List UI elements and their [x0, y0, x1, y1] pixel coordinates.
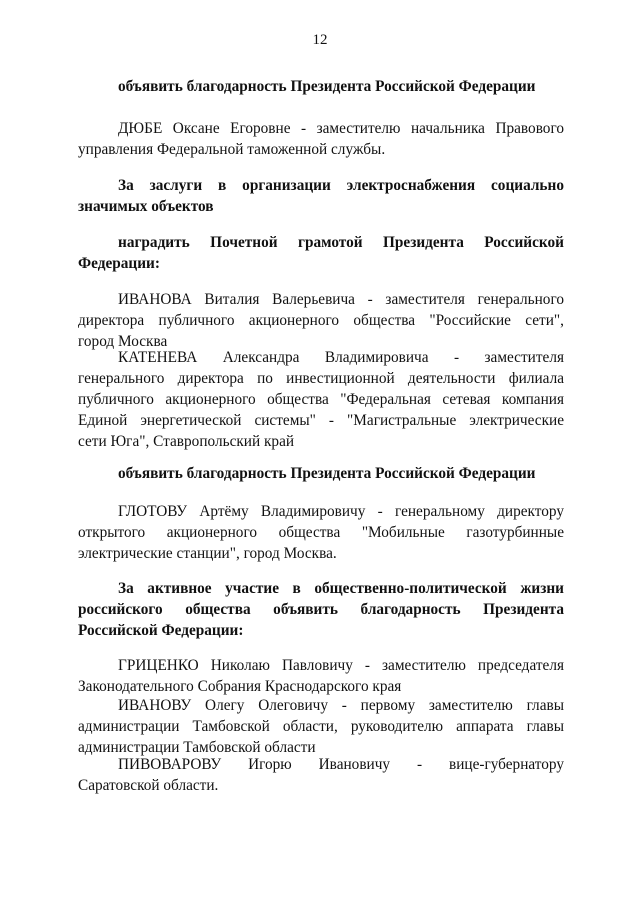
paragraph-katenev	[78, 347, 564, 452]
heading-line: российского общества объявить благодарность Президента	[78, 601, 564, 618]
paragraph-line: генерального директора по инвестиционной деятельности филиала	[78, 370, 564, 387]
paragraph-line: управления Федеральной таможенной службы.	[78, 141, 386, 158]
paragraph-line: директора публичного акционерного общества "Российские сети",	[78, 312, 564, 329]
heading-power-supply	[78, 175, 564, 217]
heading-active-participation	[78, 578, 564, 641]
paragraph-line: администрации Тамбовской области, руководителю аппарата главы	[78, 718, 564, 735]
paragraph-line: ГЛОТОВУ Артёму Владимировичу - генеральному директору	[118, 503, 564, 520]
paragraph-line: город Москва	[78, 333, 168, 350]
heading-line: Российской Федерации:	[78, 622, 244, 639]
paragraph-line: ИВАНОВУ Олегу Олеговичу - первому заместителю главы	[118, 697, 564, 714]
heading-line: объявить благодарность Президента Российской Федерации	[118, 465, 536, 482]
paragraph-line: публичного акционерного общества "Федеральная сетевая компания	[78, 391, 564, 408]
paragraph-gritsenko	[78, 655, 564, 697]
paragraph-pivovarov	[78, 754, 564, 796]
heading-line: За заслуги в организации электроснабжения социально	[118, 177, 564, 194]
paragraph-line: Саратовской области.	[78, 777, 219, 794]
page-number: 12	[312, 32, 328, 48]
paragraph-line: ГРИЦЕНКО Николаю Павловичу - заместителю председателя	[118, 657, 564, 674]
paragraph-line: ИВАНОВА Виталия Валерьевича - заместителя генерального	[118, 291, 564, 308]
heading-line: Федерации:	[78, 255, 160, 272]
paragraph-glotov	[78, 501, 564, 564]
paragraph-line: администрации Тамбовской области	[78, 739, 316, 756]
heading-thanks-1	[78, 76, 564, 97]
paragraph-line: ДЮБЕ Оксане Егоровне - заместителю начальника Правового	[118, 120, 564, 137]
paragraph-ivanov	[78, 289, 564, 352]
paragraph-line: Единой энергетической системы" - "Магистральные электрические	[78, 412, 564, 429]
paragraph-line: открытого акционерного общества "Мобильные газотурбинные	[78, 524, 564, 541]
heading-line: значимых объектов	[78, 198, 214, 215]
heading-line: объявить благодарность Президента Российской Федерации	[118, 78, 536, 95]
paragraph-line: сети Юга", Ставропольский край	[78, 433, 295, 450]
heading-line: За активное участие в общественно-политической жизни	[118, 580, 564, 597]
paragraph-dyube	[78, 118, 564, 160]
paragraph-line: ПИВОВАРОВУ Игорю Ивановичу - вице-губернатору	[118, 756, 564, 773]
heading-thanks-2	[78, 463, 564, 484]
paragraph-line: КАТЕНЕВА Александра Владимировича - заместителя	[118, 349, 564, 366]
heading-line: наградить Почетной грамотой Президента Российской	[118, 234, 564, 251]
paragraph-line: электрические станции", город Москва.	[78, 545, 337, 562]
paragraph-ivanov-o	[78, 695, 564, 758]
heading-award-certificate	[78, 232, 564, 274]
paragraph-line: Законодательного Собрания Краснодарского края	[78, 678, 402, 695]
